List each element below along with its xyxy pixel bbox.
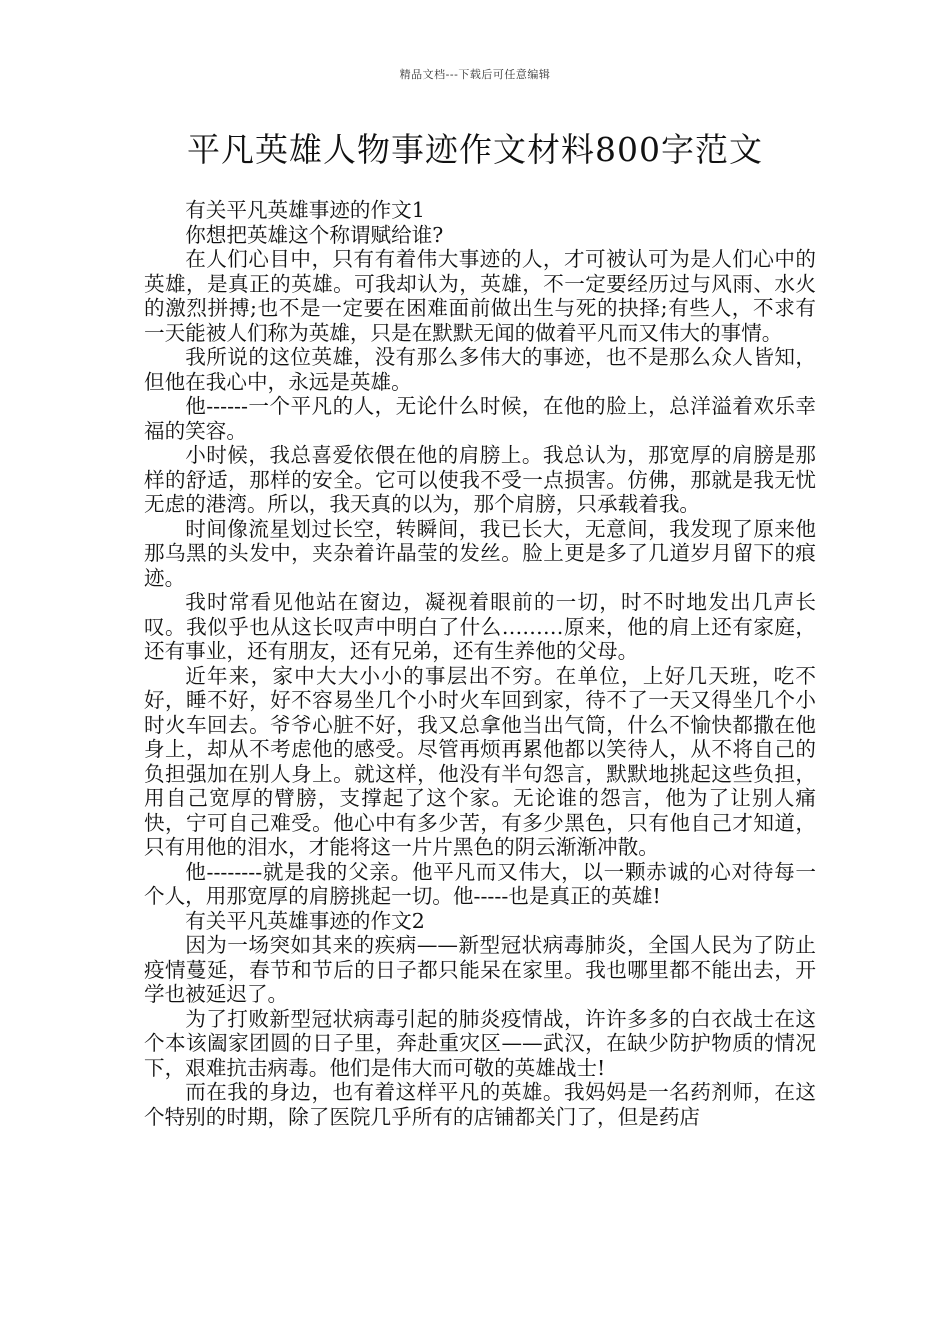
paragraph: 他------一个平凡的人，无论什么时候，在他的脸上，总洋溢着欢乐幸福的笑容。 (144, 394, 816, 443)
paragraph: 因为一场突如其来的疾病——新型冠状病毒肺炎，全国人民为了防止疫情蔓延，春节和节后的日子都只能呆在家里。我也哪里都不能出去，开学也被延迟了。 (144, 933, 816, 1006)
paragraph: 而在我的身边，也有着这样平凡的英雄。我妈妈是一名药剂师，在这个特别的时期，除了医院几乎所有的店铺都关门了，但是药店 (144, 1080, 816, 1129)
paragraph: 近年来，家中大大小小的事层出不穷。在单位，上好几天班，吃不好，睡不好，好不容易坐几个小时火车回到家，待不了一天又得坐几个小时火车回去。爷爷心脏不好，我又总拿他当出气筒，什么不愉快都撒在他身上，却从不考虑他的感受。尽管再烦再累他都以笑待人，从不将自己的负担强加在别人身上。就这样，他没有半句怨言，默默地挑起这些负担，用自己宽厚的臂膀，支撑起了这个家。无论谁的怨言，他为了让别人痛快，宁可自己难受。他心中有多少苦，有多少黑色，只有他自己才知道，只有用他的泪水，才能将这一片片黑色的阴云渐渐冲散。 (144, 663, 816, 859)
paragraph: 在人们心目中，只有有着伟大事迹的人，才可被认可为是人们心中的英雄，是真正的英雄。可我却认为，英雄，不一定要经历过与风雨、水火的激烈拼搏;也不是一定要在困难面前做出生与死的抉择;有些人，不求有一天能被人们称为英雄，只是在默默无闻的做着平凡而又伟大的事情。 (144, 247, 816, 345)
paragraph: 时间像流星划过长空，转瞬间，我已长大，无意间，我发现了原来他那乌黑的头发中，夹杂着许晶莹的发丝。脸上更是多了几道岁月留下的痕迹。 (144, 516, 816, 590)
paragraph: 我时常看见他站在窗边，凝视着眼前的一切，时不时地发出几声长叹。我似乎也从这长叹声中明白了什么………原来，他的肩上还有家庭，还有事业，还有朋友，还有兄弟，还有生养他的父母。 (144, 590, 816, 663)
article-body (144, 198, 816, 1129)
section-heading: 有关平凡英雄事迹的作文2 (185, 908, 425, 933)
paragraph: 小时候，我总喜爱依偎在他的肩膀上。我总认为，那宽厚的肩膀是那样的舒适，那样的安全。它可以使我不受一点损害。仿佛，那就是我无忧无虑的港湾。所以，我天真的以为，那个肩膀，只承载着我。 (144, 443, 816, 516)
paragraph: 我所说的这位英雄，没有那么多伟大的事迹，也不是那么众人皆知，但他在我心中，永远是英雄。 (144, 345, 816, 394)
paragraph: 为了打败新型冠状病毒引起的肺炎疫情战，许许多多的白衣战士在这个本该阖家团圆的日子里，奔赴重灾区——武汉，在缺少防护物质的情况下，艰难抗击病毒。他们是伟大而可敬的英雄战士! (144, 1006, 816, 1080)
paragraph: 你想把英雄这个称谓赋给谁? (185, 222, 444, 247)
paragraph: 他--------就是我的父亲。他平凡而又伟大，以一颗赤诚的心对待每一个人，用那宽厚的肩膀挑起一切。他-----也是真正的英雄! (144, 859, 816, 908)
header-note: 精品文档---下载后可任意编辑 (399, 68, 551, 81)
page-title: 平凡英雄人物事迹作文材料800字范文 (187, 130, 763, 169)
section-heading: 有关平凡英雄事迹的作文1 (185, 198, 425, 222)
